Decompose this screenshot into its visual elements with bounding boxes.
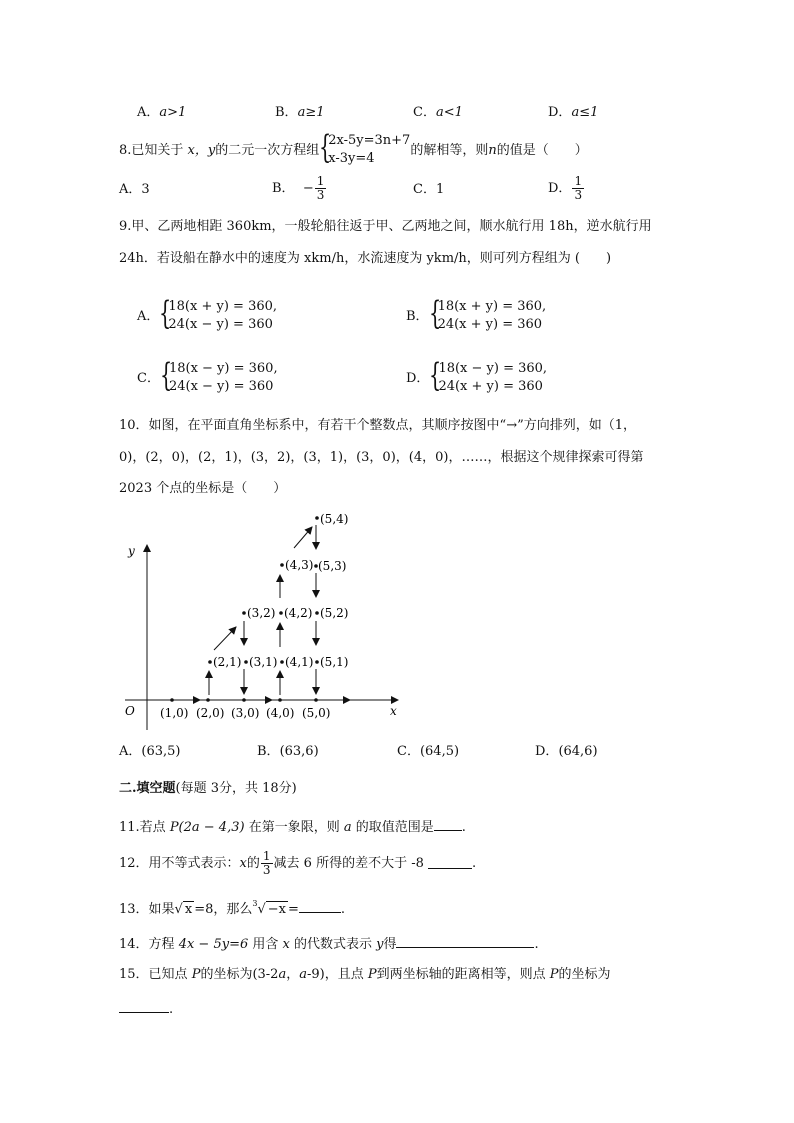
q10-option-b: B．(63,6) [257,744,319,759]
point-label: (4,0) [266,706,295,720]
question-14: 14．方程 4x − 5y=6 用含 x 的代数式表示 y得 . [119,937,539,952]
q7-option-b: B．a≥1 [275,105,325,120]
question-10-line-3: 2023 个点的坐标是（ ） [119,481,287,496]
q7-option-a: A．a>1 [137,105,187,120]
q9-option-c: C． { 18(x − y) = 360, 24(x − y) = 360 [137,356,278,395]
answer-blank[interactable] [396,937,534,948]
q10-coordinate-figure [0,505,794,745]
q7-option-c: C．a<1 [413,105,463,120]
q8-equation-system: { 2x-5y=3n+7 x-3y=4 [319,128,411,167]
point-label: (5,2) [320,606,349,620]
q9-option-b: B． { 18(x + y) = 360, 24(x + y) = 360 [406,294,547,333]
answer-blank[interactable] [119,1002,169,1013]
point-label: (1,0) [160,706,189,720]
question-13: 13．如果√ x =8，那么$^3$√ −x = . [119,899,346,917]
answer-blank[interactable] [299,902,341,913]
section-2-heading: 二.填空题(每题 3分，共 18分) [119,781,297,796]
q8-option-c: C．1 [413,182,445,197]
q8-option-a: A．3 [119,182,150,197]
q10-option-a: A．(63,5) [119,744,181,759]
point-label: (4,2) [284,606,313,620]
answer-blank[interactable] [434,820,462,831]
question-10-line-1: 10．如图，在平面直角坐标系中，有若干个整数点，其顺序按图中“→”方向排列，如（1， [119,418,636,433]
point-label: (3,2) [247,606,276,620]
point-label: (4,3) [285,558,314,572]
point-label: (2,1) [213,655,242,669]
question-10-line-2: 0)，(2，0)，(2，1)，(3，2)，(3，1)，(3，0)，(4，0)，……，根据这个规律探索可得第 [119,450,644,465]
q8-option-d: D． $\frac{1}{3}$ [548,174,583,203]
point-label: (5,3) [318,559,347,573]
question-15-line-1: 15．已知点 P的坐标为(3-2a，a-9)，且点 P到两坐标轴的距离相等，则点 P的坐标为 [119,967,611,982]
axis-x-label: x [390,704,397,718]
point-label: (3,0) [231,706,260,720]
question-9-line-2: 24h．若设船在静水中的速度为 xkm/h，水流速度为 ykm/h，则可列方程组为 ( ) [119,251,612,266]
point-label: (5,4) [320,512,349,526]
axis-y-label: y [128,544,135,558]
question-9-line-1: 9.甲、乙两地相距 360km，一般轮船往返于甲、乙两地之间，顺水航行用 18h，逆水航行用 [119,219,652,234]
q8-option-b: B． − $\frac{1}{3}$ [272,174,325,203]
question-15-line-2: . [119,1002,173,1016]
point-label: (3,1) [249,655,278,669]
answer-blank[interactable] [428,858,472,869]
q9-option-d: D． { 18(x − y) = 360, 24(x + y) = 360 [406,356,548,395]
origin-label: O [125,704,135,718]
q10-option-d: D．(64,6) [535,744,598,759]
point-label: (5,1) [320,655,349,669]
question-11: 11.若点 P(2a − 4,3) 在第一象限，则 a 的取值范围是 . [119,820,466,835]
q7-option-d: D．a≤1 [548,105,599,120]
point-label: (2,0) [196,706,225,720]
q9-option-a: A． { 18(x + y) = 360, 24(x − y) = 360 [137,294,278,333]
point-label: (5,0) [302,706,331,720]
question-12: 12．用不等式表示： x 的 $\frac{1}{3}$ 减去 6 所得的差不大于 -8 . [119,849,477,878]
question-8: 8.已知关于 x，y 的二元一次方程组 { 2x-5y=3n+7 x-3y=4 的解相等，则 n 的值是（ ） [119,132,588,168]
q10-option-c: C．(64,5) [397,744,460,759]
point-label: (4,1) [285,655,314,669]
